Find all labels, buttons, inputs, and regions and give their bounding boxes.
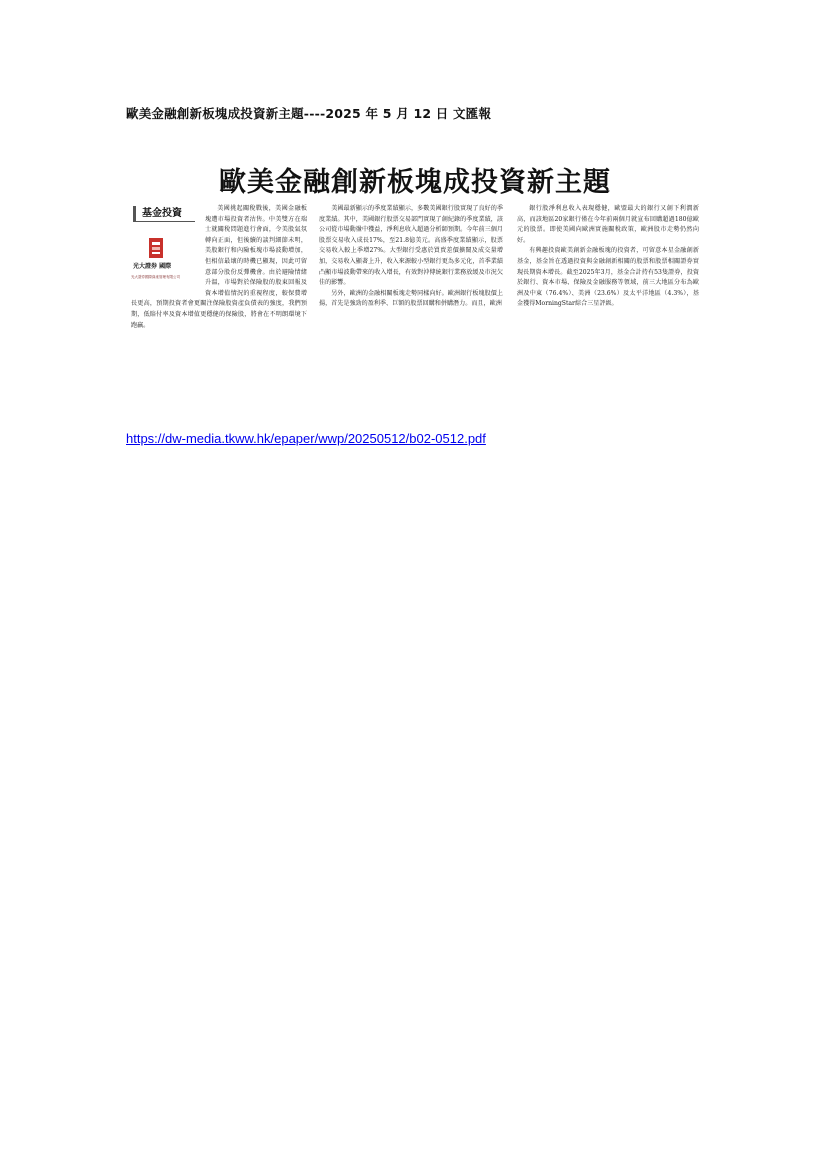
article-headline: 歐美金融創新板塊成投資新主題 [219,167,611,198]
broker-logo-subtext: 光大證券國際資產管理有限公司 [131,275,180,279]
column-masthead [131,204,199,296]
article-paragraph: 有興趣投資歐美創新金融板塊的投資者，可留意本星金融創新基金，基金旨在透過投資與金融創新相關的股票和股票相關證券實現長期資本增長。截至2025年3月，基金合計持有53隻證券，投資於銀行、資本市場、保險及金融服務等領域，前三大地區分布為歐洲及中東（76.4%）、美洲（23.6%）及太平洋地區（4.3%），基金獲得MorningStar綜合三星評級。 [517,247,699,308]
article-column-2 [319,204,503,310]
article-paragraph: 美國挑起關稅戰後，美國金融板塊遭市場投資者沽售。中美雙方在瑞士就關稅問題進行會面，令美股氣氛轉向正面，但後續的談判細節未明，美股銀行和內險板塊市場波動增加，但相信最壞的時機已顯現，因此可留意部分股份反彈機會。由於避險情緒升溫，市場對於保險股的股東回報及資本增值情況的重視程度，較保費增長更高，預期投資者會更關注保險股資產負債表的強度，我們預期，低賠付率及資本增值更穩健的保險股，將會在不明朗環境下跑贏。 [131,205,307,329]
article-paragraph: 銀行股淨利息收入表現穩健，歐盟最大的銀行又創下利潤新高，而該地區20家銀行僅在今年前兩個月就宣布回購超過180億歐元的股票。即使美國向歐洲實施關稅政策，歐洲股市走勢仍然向好。 [517,205,699,244]
article-paragraph: 另外，歐洲的金融相關板塊走勢同樣向好。歐洲銀行板塊股價上揚，首先是強勁的盈利季、巨額的股票回購和併購潛力。而且，歐洲 [319,289,503,308]
newspaper-clipping [131,160,699,392]
broker-logo-icon [149,238,163,258]
source-link[interactable]: https://dw-media.tkww.hk/epaper/wwp/20250512/b02-0512.pdf [126,431,486,446]
article-paragraph: 美國最新顯示的季度業績顯示，多數美國銀行股實現了良好的季度業績。其中，美國銀行股票交易部門實現了創紀錄的季度業績，該公司從市場動盪中獲益，淨利息收入超過分析師預期。今年前三個月股票交易收入成長17%，至21.8億美元。高盛季度業績顯示，股票交易收入較上季增27%。大型銀行受惠於買賣差價擴闊及成交量增加，交易收入顯著上升，收入來源較小型銀行更為多元化，首季業績凸顯市場波動帶來的收入增長，有效對沖傳統銀行業務放緩及市況欠佳的影響。 [319,205,503,287]
column-tag: 基金投資 [133,206,195,222]
broker-logo-text: 光大證券 國際 [133,263,172,270]
article-column-3 [517,204,699,310]
article-column-1 [131,204,307,331]
document-heading: 歐美金融創新板塊成投資新主題----2025 年 5 月 12 日 文匯報 [126,106,492,121]
